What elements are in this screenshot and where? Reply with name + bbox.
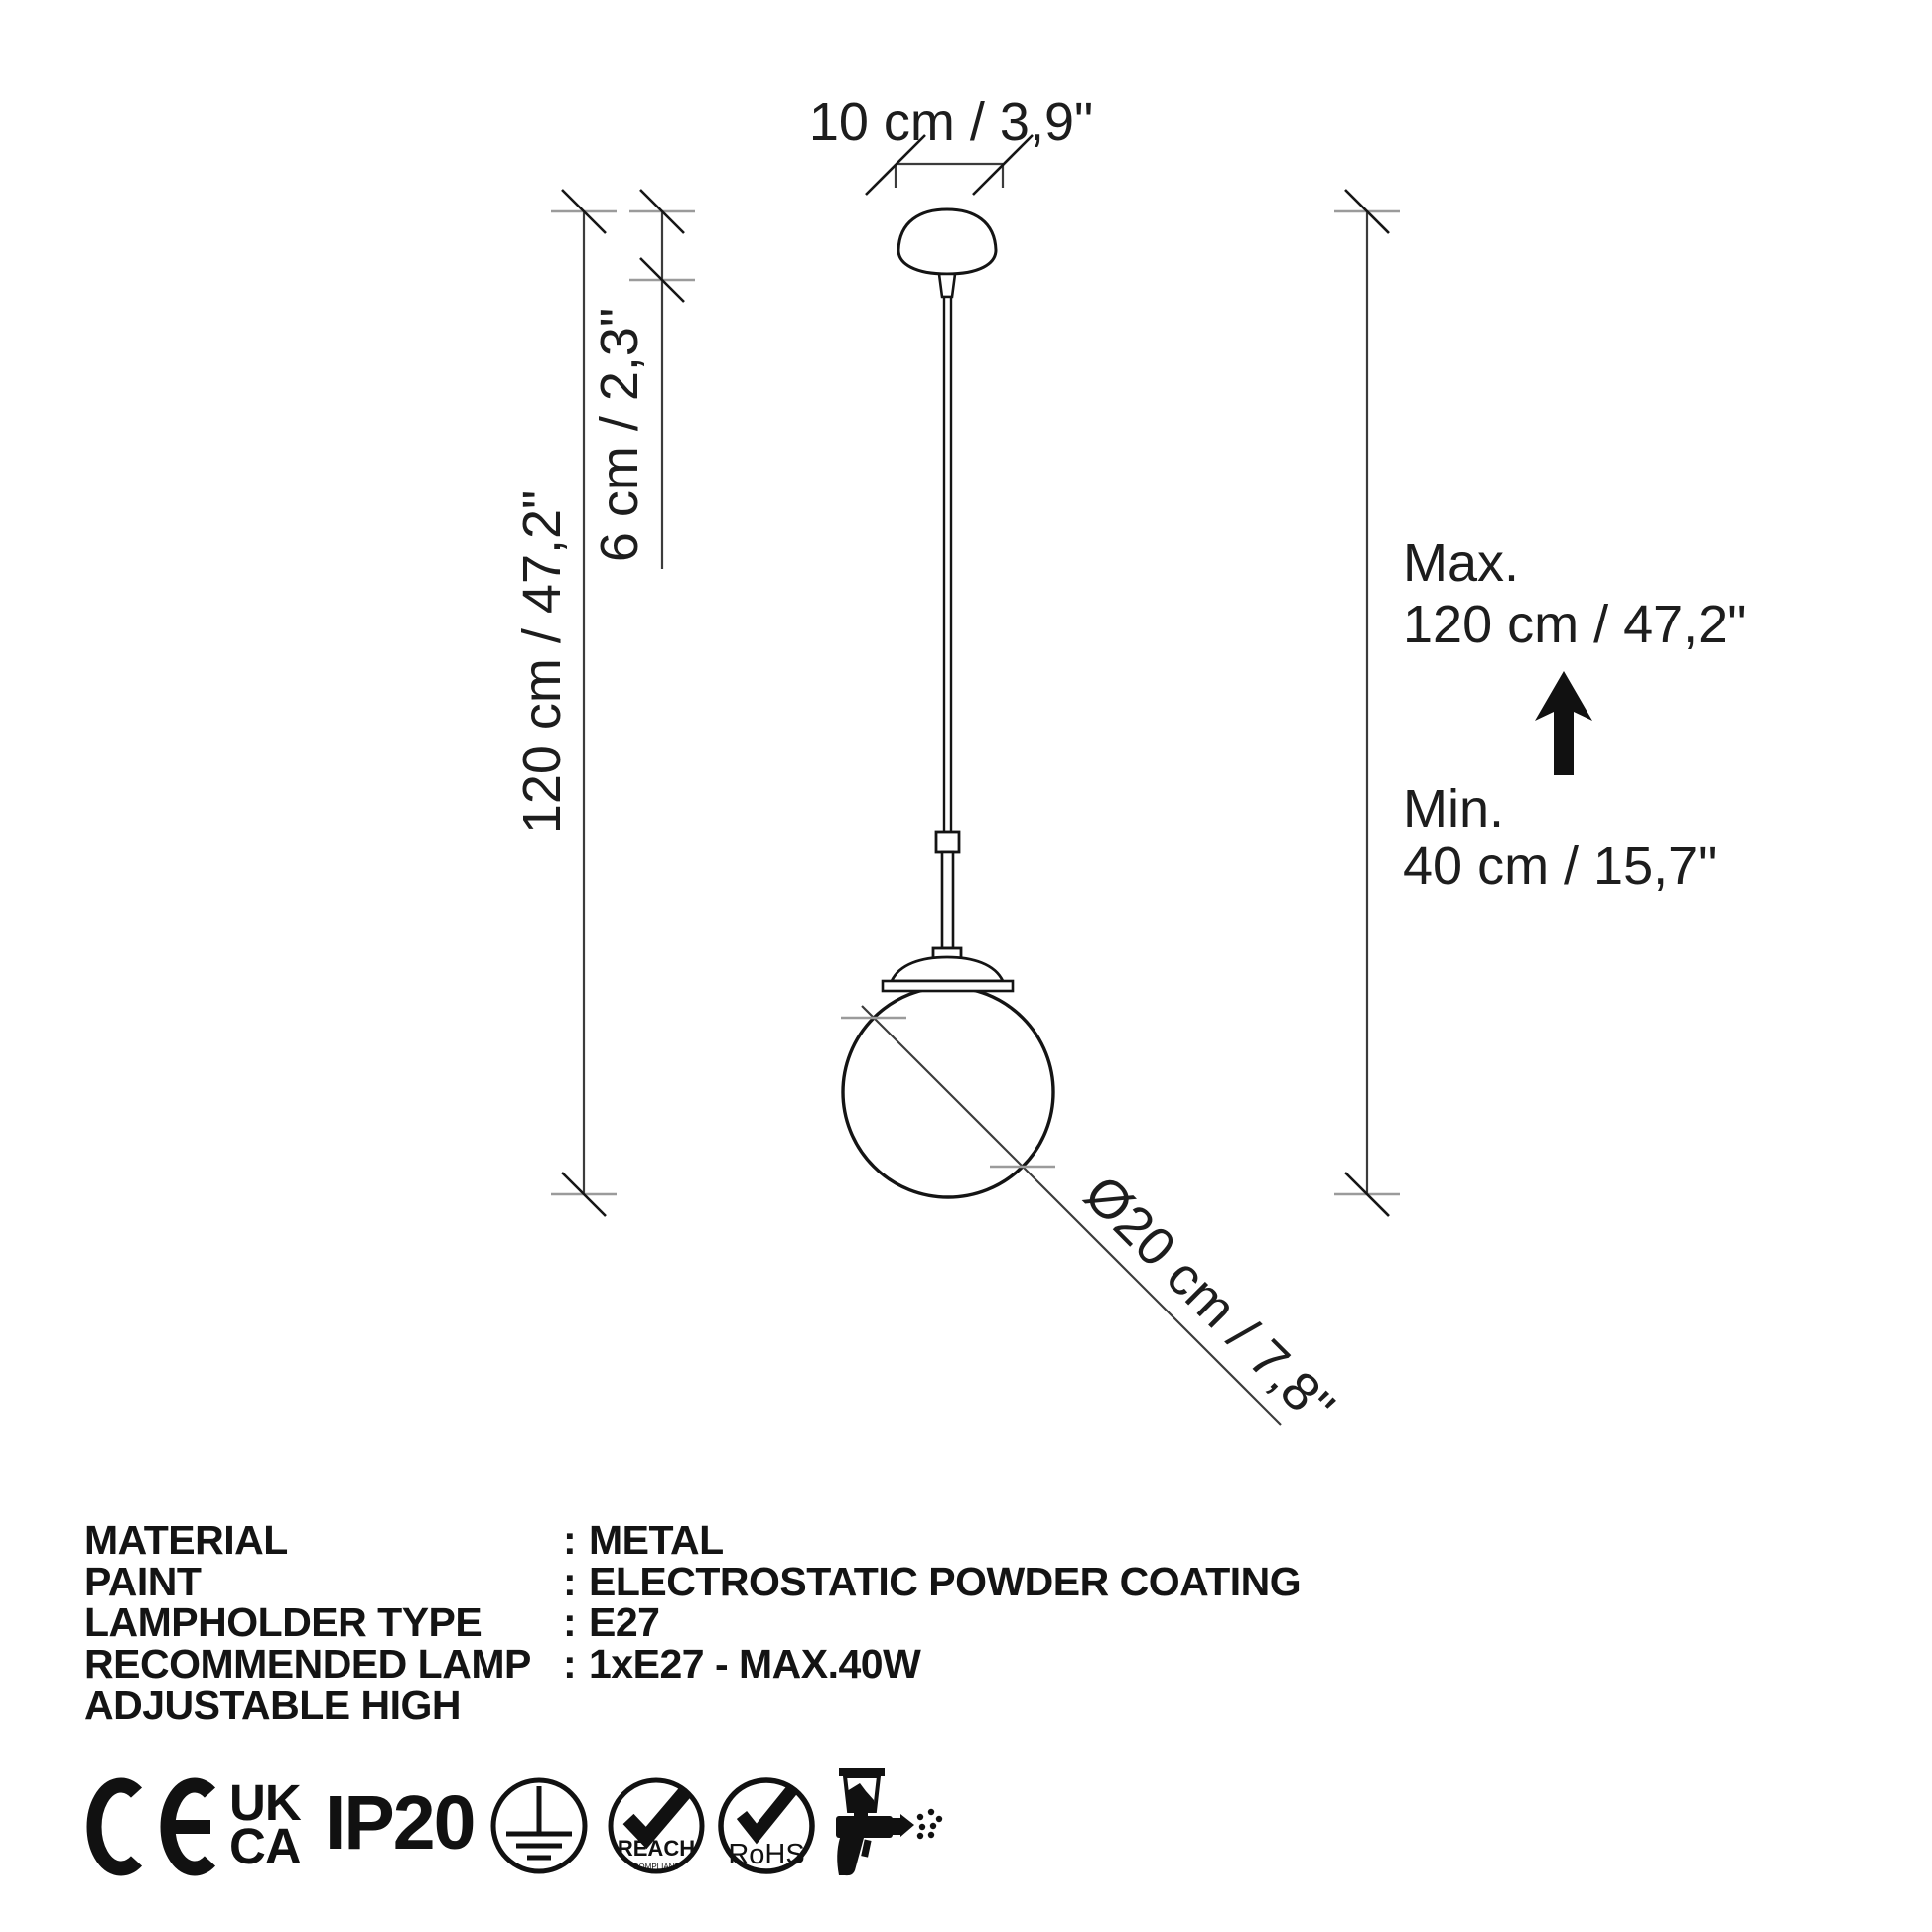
min-label: Min.	[1403, 779, 1505, 839]
spec-label: RECOMMENDED LAMP	[84, 1640, 531, 1687]
spec-label: ADJUSTABLE HIGH	[84, 1682, 461, 1727]
rohs-icon	[721, 1780, 812, 1871]
suspension-cord	[944, 297, 951, 832]
reach-sub-label: COMPLIANT	[632, 1863, 680, 1871]
spec-row-recommended-lamp	[84, 1640, 1301, 1687]
spec-value: METAL	[589, 1517, 724, 1563]
spec-row-lampholder	[84, 1599, 1301, 1645]
spec-table	[84, 1517, 1302, 1727]
upper-connector	[936, 832, 959, 852]
reach-icon	[611, 1780, 702, 1871]
spec-separator	[563, 1685, 589, 1726]
spec-row-paint	[84, 1558, 1302, 1604]
diameter-dim-line	[862, 1006, 1281, 1425]
spec-label: PAINT	[84, 1558, 202, 1604]
cord-grip	[939, 274, 955, 297]
spec-separator: :	[563, 1640, 577, 1687]
spec-label: MATERIAL	[84, 1517, 288, 1563]
spec-separator: :	[563, 1599, 577, 1645]
spec-separator: :	[563, 1558, 577, 1604]
ukca-top: UK	[229, 1774, 301, 1831]
spec-value: E27	[589, 1599, 660, 1645]
spec-value: ELECTROSTATIC POWDER COATING	[589, 1558, 1302, 1604]
rohs-label: RoHS	[728, 1839, 805, 1870]
spec-label: LAMPHOLDER TYPE	[84, 1599, 483, 1645]
height-adjust-arrow-icon	[1535, 671, 1592, 775]
spec-row-material	[84, 1517, 1301, 1563]
ip-rating-label: IP20	[325, 1780, 475, 1865]
ce-mark-icon	[94, 1785, 210, 1868]
ukca-bottom: CA	[229, 1818, 301, 1874]
pendant-lamp-drawing	[843, 209, 1053, 1197]
reach-label: REACH	[617, 1836, 696, 1861]
stem-rod	[942, 852, 953, 948]
spec-value: 1xE27 - MAX.40W	[589, 1640, 921, 1687]
spec-row-adjustable-high	[84, 1682, 1301, 1727]
canopy-width-label: 10 cm / 3,9"	[808, 92, 1094, 152]
min-value: 40 cm / 15,7"	[1403, 836, 1718, 896]
globe-collar	[883, 981, 1013, 991]
max-value: 120 cm / 47,2"	[1403, 595, 1747, 654]
upper-section-height-label: 6 cm / 2,3"	[590, 307, 649, 563]
ground-icon	[493, 1780, 585, 1871]
globe-diameter-label: Ø20 cm / 7,8"	[1072, 1164, 1346, 1438]
ukca-mark-icon	[229, 1774, 301, 1874]
max-label: Max.	[1403, 533, 1520, 593]
ceiling-canopy	[898, 209, 996, 274]
spec-separator: :	[563, 1517, 577, 1563]
spray-gun-icon	[836, 1768, 942, 1875]
overall-height-label: 120 cm / 47,2"	[512, 489, 572, 835]
globe-cap	[892, 957, 1003, 981]
